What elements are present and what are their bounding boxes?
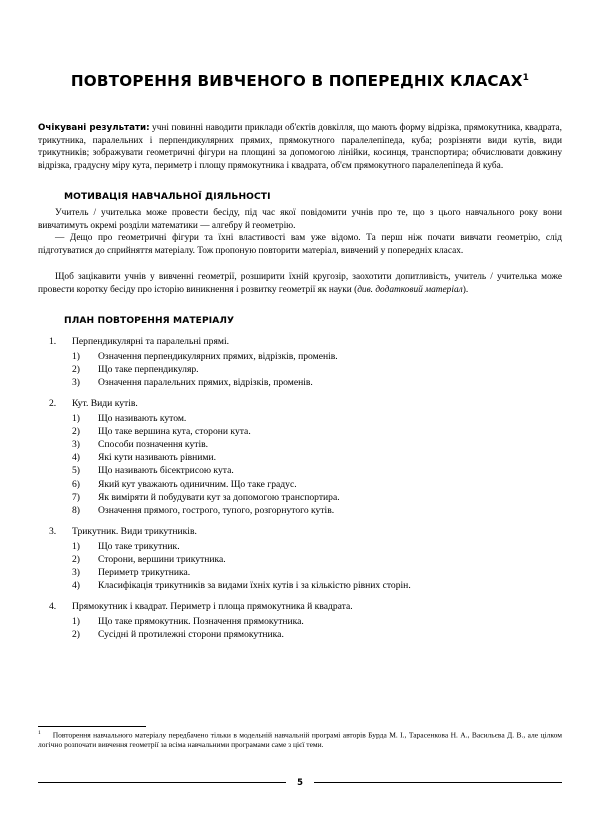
plan-subitem-number: 2) [72,425,80,437]
spacer [38,296,562,316]
plan-subitem-list [72,615,562,641]
expected-results-text: учні повинні наводити приклади об'єктів довкілля, що мають форму відрізка, прямокутника, квадрата, трикутника, паралельних і перпендикулярних прямих, прямокутного паралелепіпеда, куба; розрізняти види кутів, види трикутників; зображувати геометричні фігури на площині за допомогою лінійки, косинця, транспортира; обчислювати довжину відрізка, градусну міру кута, периметр і площу прямокутника і квадрата, об'єм прямокутного паралелепіпеда й куба. [38,123,562,171]
plan-subitem [72,478,562,491]
plan-subitem [72,464,562,477]
plan-subitem-number: 3) [72,567,80,578]
page-number: 5 [297,777,303,787]
plan-subitem [72,553,562,566]
footer-rule-left [38,782,286,783]
plan-subitem-text: Що таке трикутник. [98,540,180,552]
plan-item [38,600,562,641]
plan-subitem-number: 2) [72,628,80,640]
plan-subitem [72,363,562,376]
plan-subitem-text: Що таке вершина кута, сторони кута. [98,425,251,437]
plan-subitem [72,425,562,438]
plan-subitem-number: 1) [72,540,80,552]
footnote-text: Повторення навчального матеріалу передбачено тільки в модельній навчальній програмі авторів Бурда М. І., Тарасенкова Н. А., Васильєва Д. В., але цілком логічно розпочати вивчення геометрії за всіма навчальними програмами саме з цієї теми. [38,730,562,750]
plan-outline-list [38,335,562,641]
plan-subitem-text: Що називають бісектрисою кута. [98,465,234,477]
plan-subitem-text: Означення перпендикулярних прямих, відрізків, променів. [98,350,338,362]
motivation-paragraph-2: — Дещо про геометричні фігури та їхні властивості вам уже відомо. Та перш ніж почати вивчати геометрію, слід підготуватися до сприйняття матеріалу. Тож пропоную повторити матеріал, вивчений у попередніх класах. [38,233,562,256]
plan-item-title: Трикутник. Види трикутників. [72,526,197,538]
expected-results-paragraph [38,122,562,172]
plan-subitem [72,540,562,553]
title-footnote-marker: 1 [522,73,530,84]
plan-subitem-text: Що називають кутом. [98,412,187,424]
plan-subitem [72,566,562,579]
plan-subitem [72,412,562,425]
page-title-text: ПОВТОРЕННЯ ВИВЧЕНОГО В ПОПЕРЕДНІХ КЛАСАХ [70,72,523,91]
plan-heading: ПЛАН ПОВТОРЕННЯ МАТЕРІАЛУ [64,316,235,327]
plan-item [38,397,562,517]
spacer [38,326,562,335]
plan-subitem-text: Означення паралельних прямих, відрізків, променів. [98,377,313,389]
plan-subitem-number: 1) [72,615,80,627]
motivation-paragraph-1: Учитель / учителька може провести бесіду, під час якої повідомити учнів про те, що з цього навчального року вони вивчатимуть окремі розділи математики — алгебру й геометрію. [38,208,562,231]
plan-subitem [72,615,562,628]
plan-subitem-text: Сторони, вершини трикутника. [98,553,226,565]
plan-subitem-number: 4) [72,580,80,592]
plan-subitem-number: 4) [72,452,80,464]
plan-subitem-text: Сусідні й протилежні сторони прямокутника. [98,628,284,640]
plan-item-number: 1. [49,336,57,348]
plan-subitem [72,438,562,451]
expected-results-label: Очікувані результати: [38,123,150,133]
motivation-paragraph-3-italic: див. додатковий матеріал [357,284,463,295]
spacer [38,257,562,271]
plan-subitem-number: 2) [72,553,80,565]
page-footer [38,778,562,786]
motivation-paragraph-3-before: Щоб зацікавити учнів у вивченні геометрії, розширити їхній кругозір, заохотити допитливість, учитель / учителька може провести коротку бесіду про історію виникнення і розвитку геометрії як науки ( [38,272,562,295]
plan-item-number: 4. [49,601,57,613]
plan-item-title: Прямокутник і квадрат. Периметр і площа прямокутника й квадрата. [72,601,353,613]
plan-subitem-text: Що таке перпендикуляр. [98,363,199,375]
plan-item-title: Перпендикулярні та паралельні прямі. [72,336,230,348]
plan-item [38,525,562,592]
plan-subitem-text: Способи позначення кутів. [98,439,209,451]
plan-subitem-number: 3) [72,377,80,389]
plan-subitem-number: 2) [72,363,80,375]
plan-item-number: 3. [49,526,57,538]
plan-subitem [72,504,562,517]
footnote-separator-rule [38,726,146,727]
plan-subitem-text: Який кут уважають одиничним. Що таке градус. [98,478,297,490]
plan-subitem-list [72,540,562,593]
plan-subitem-number: 7) [72,491,80,503]
plan-subitem-text: Як виміряти й побудувати кут за допомогою транспортира. [98,491,340,503]
page-title [0,72,600,90]
footnote-paragraph [38,729,562,750]
plan-subitem-number: 5) [72,465,80,477]
spacer [38,172,562,192]
plan-subitem-number: 8) [72,505,80,517]
motivation-paragraph-3-after: ). [462,284,469,295]
plan-subitem-text: Класифікація трикутників за видами їхніх кутів і за кількістю рівних сторін. [98,580,411,592]
plan-subitem [72,491,562,504]
plan-item [38,335,562,389]
plan-subitem [72,579,562,592]
plan-subitem-list [72,350,562,390]
plan-subitem [72,451,562,464]
footnote-block [38,726,562,750]
footnote-marker: 1 [38,730,41,736]
plan-subitem [72,376,562,389]
plan-subitem-number: 3) [72,439,80,451]
plan-subitem-text: Означення прямого, гострого, тупого, розгорнутого кутів. [98,505,335,517]
plan-subitem-number: 1) [72,412,80,424]
motivation-paragraph-3 [38,271,562,296]
motivation-heading: МОТИВАЦІЯ НАВЧАЛЬНОЇ ДІЯЛЬНОСТІ [64,192,271,203]
plan-subitem-number: 1) [72,350,80,362]
footer-rule-right [314,782,562,783]
plan-item-title: Кут. Види кутів. [72,398,138,410]
plan-subitem-text: Що таке прямокутник. Позначення прямокутника. [98,615,304,627]
plan-subitem [72,628,562,641]
plan-subitem-number: 6) [72,478,80,490]
document-body [38,122,562,641]
plan-subitem [72,350,562,363]
plan-subitem-list [72,412,562,518]
plan-subitem-text: Периметр трикутника. [98,567,191,578]
plan-item-number: 2. [49,398,57,410]
plan-subitem-text: Які кути називають рівними. [98,452,217,464]
